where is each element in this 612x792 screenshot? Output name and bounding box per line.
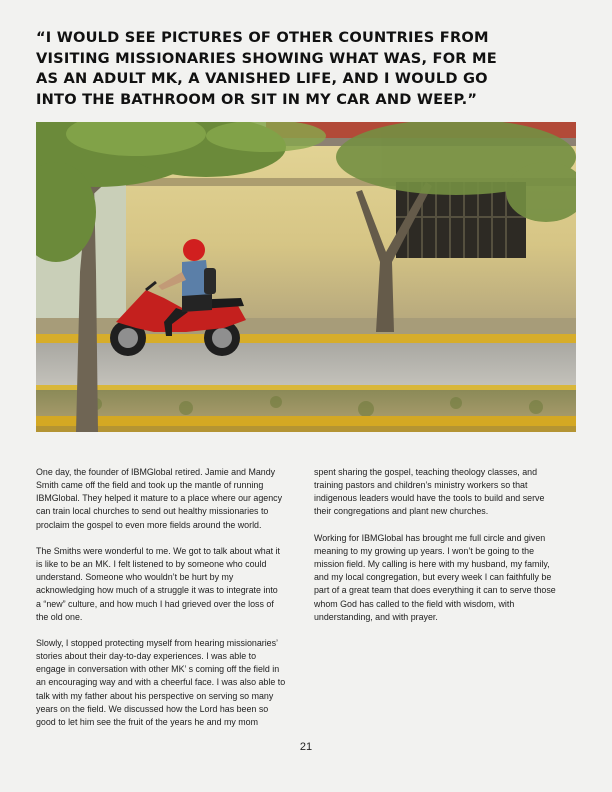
text-line: proclaim the gospel to even more fields around the world. bbox=[36, 519, 262, 530]
text-line: whom God has called to the field with wisdom, with bbox=[314, 598, 515, 609]
text-line: can train local churches to send out healthy missionaries to bbox=[36, 506, 269, 517]
text-line: training pastors and children’s ministry workers so that bbox=[314, 480, 528, 491]
paragraph bbox=[36, 637, 298, 729]
text-line: meaning to my growing up years. I won’t be going to the bbox=[314, 545, 535, 556]
text-line: mission field. My calling is here with my husband, my family, bbox=[314, 559, 550, 570]
paragraph bbox=[314, 532, 576, 624]
text-line: Working for IBMGlobal has brought me full circle and given bbox=[314, 532, 546, 543]
pull-quote bbox=[36, 28, 576, 110]
photo-illustration bbox=[36, 122, 576, 432]
text-line: talk with my father about his perspective on serving so many bbox=[36, 690, 274, 701]
text-line: stories about their day-to-day experiences. I was able to bbox=[36, 651, 257, 662]
text-line: part of a great team that does everything it can to serve those bbox=[314, 585, 556, 596]
text-line: engage in conversation with other MK’ s coming off the field in bbox=[36, 664, 280, 675]
paragraph bbox=[36, 545, 298, 624]
paragraph bbox=[36, 466, 298, 532]
text-line: an encouraging way and with a cheerful face. I was also able to bbox=[36, 677, 286, 688]
text-line: indigenous leaders would have the tools to build and serve bbox=[314, 493, 545, 504]
paragraph bbox=[314, 466, 576, 519]
pull-quote-line: “I WOULD SEE PICTURES OF OTHER COUNTRIES FROM bbox=[36, 29, 489, 46]
left-column bbox=[36, 466, 298, 742]
text-line: good to let him see the fruit of the years he and my mom bbox=[36, 716, 258, 727]
text-line: understand. Someone who wouldn’t be hurt by my bbox=[36, 572, 234, 583]
text-line: their congregations and plant new churches. bbox=[314, 506, 489, 517]
text-line: acknowledging how much of a struggle it was to integrate into bbox=[36, 585, 278, 596]
right-column bbox=[314, 466, 576, 637]
pull-quote-line: INTO THE BATHROOM OR SIT IN MY CAR AND WEEP.” bbox=[36, 90, 478, 108]
text-line: understanding, and with prayer. bbox=[314, 611, 438, 622]
text-line: IBMGlobal. They helped it mature to a place where our agency bbox=[36, 493, 283, 504]
text-line: The Smiths were wonderful to me. We got to talk about what it bbox=[36, 545, 281, 556]
text-line: One day, the founder of IBMGlobal retired. Jamie and Mandy bbox=[36, 467, 276, 477]
pull-quote-line: VISITING MISSIONARIES SHOWING WHAT WAS, FOR ME bbox=[36, 49, 497, 67]
page-number: 21 bbox=[299, 741, 313, 753]
text-line: spent sharing the gospel, teaching theology classes, and bbox=[314, 467, 538, 477]
text-line: and my local congregation, but every week I can faithfully be bbox=[314, 572, 552, 583]
text-line: is like to be an MK. I felt listened to by someone who could bbox=[36, 559, 267, 570]
text-line: the old one. bbox=[36, 611, 83, 622]
text-line: Smith came off the field and took up the mantle of running bbox=[36, 480, 264, 491]
text-line: years on the field. We discussed how the Lord has been so bbox=[36, 703, 269, 714]
text-line: a “new” culture, and how much I had grieved over the loss of bbox=[36, 598, 274, 609]
text-line: Slowly, I stopped protecting myself from hearing missionaries’ bbox=[36, 638, 279, 648]
pull-quote-line: AS AN ADULT MK, A VANISHED LIFE, AND I WOULD GO bbox=[36, 70, 488, 87]
street-photo bbox=[36, 122, 576, 432]
